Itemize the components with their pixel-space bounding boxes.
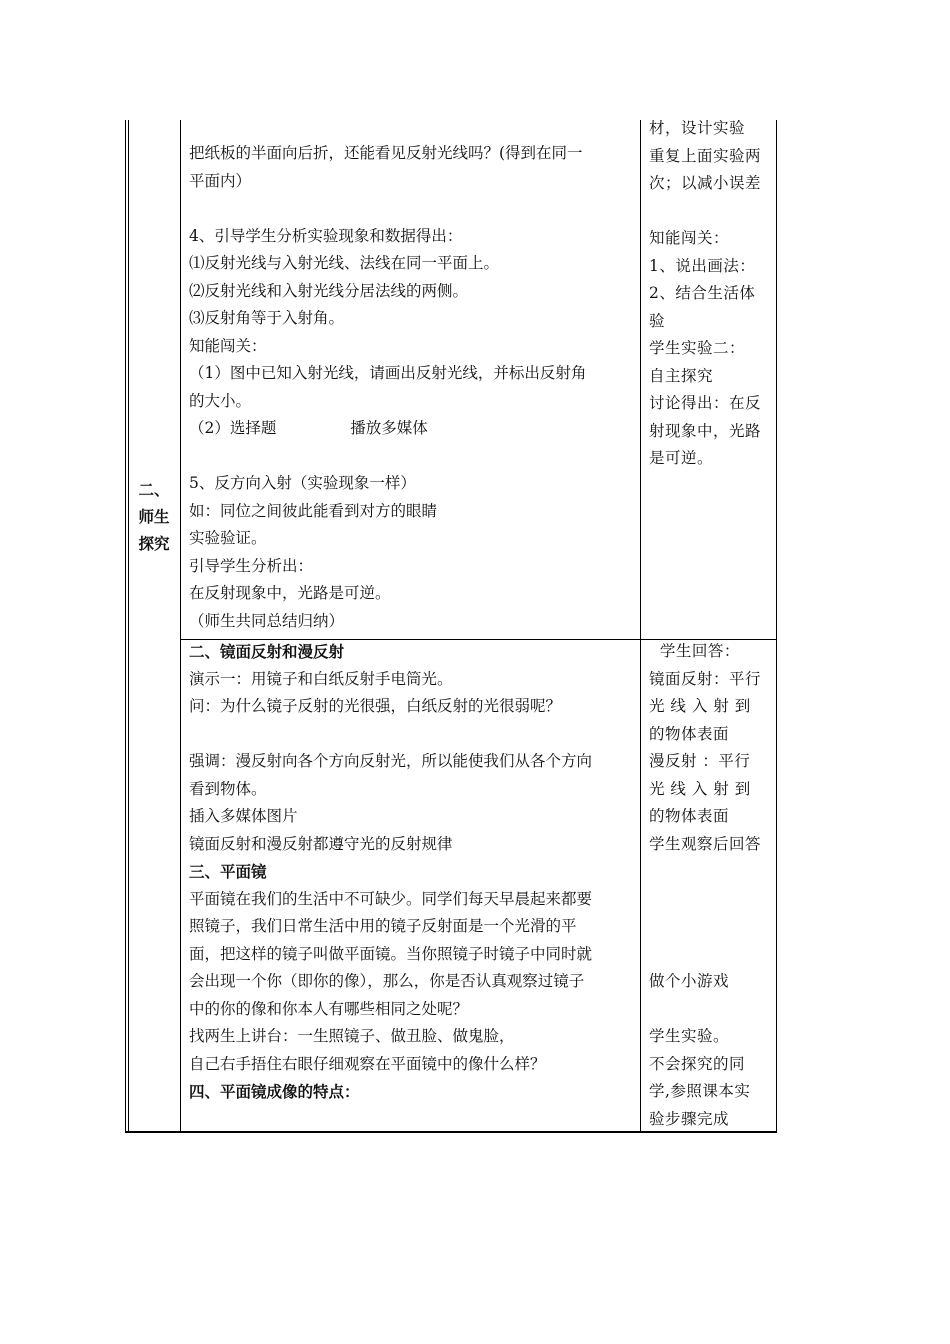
activity-line: 学,参照课本实 (649, 1082, 751, 1100)
activity-line: 光 线 入 射 到 (649, 779, 751, 798)
section-heading: 二、镜面反射和漫反射 (189, 642, 345, 661)
content-line: 的大小。 (189, 391, 252, 410)
activity-line (649, 886, 773, 914)
content-line: 把纸板的半面向后折，还能看见反射光线吗？(得到在同一 (189, 144, 583, 162)
section-heading: 三、平面镜 (189, 862, 267, 881)
content-line: 中的你的像和你本人有哪些相同之处呢？ (189, 999, 469, 1018)
section-label-line: 二、 (138, 480, 170, 499)
section-label-line: 探究 (138, 534, 170, 553)
activity-line: 镜面反射：平行 (649, 669, 762, 688)
activity-line (649, 996, 773, 1024)
activity-line: 材，设计实验 (649, 119, 746, 137)
content-line (189, 721, 637, 749)
content-line: （1）图中已知入射光线，请画出反射光线，并标出反射角 (189, 364, 587, 382)
activity-line: 学生观察后回答 (649, 834, 762, 853)
activity-line (649, 198, 773, 226)
content-line: 如：同位之间彼此能看到对方的眼睛 (189, 501, 438, 520)
content-line: 在反射现象中，光路是可逆。 (189, 584, 391, 602)
activity-line: 射现象中，光路 (649, 421, 762, 440)
activity-line: 学生实验二： (649, 339, 746, 357)
content-line: 问：为什么镜子反射的光很强，白纸反射的光很弱呢？ (189, 697, 562, 715)
activity-line: 讨论得出：在反 (649, 394, 762, 412)
activity-line: 验步骤完成 (649, 1109, 730, 1128)
activity-line: 次；以减小误差 (649, 174, 762, 192)
content-line (189, 195, 637, 223)
activity-line (649, 941, 773, 969)
content-line: 平面镜在我们的生活中不可缺少。同学们每天早晨起来都要 (189, 889, 593, 908)
content-line: ⑴反射光线与入射光线、法线在同一平面上。 (189, 254, 500, 272)
activity-line: 漫反射 ：平行 (649, 752, 751, 770)
content-line: 演示一：用镜子和白纸反射手电筒光。 (189, 669, 453, 688)
content-line: ⑶反射角等于入射角。 (189, 309, 345, 327)
activity-line: 学生回答： (649, 642, 740, 660)
activity-line: 知能闯关： (649, 229, 730, 247)
table-border-left-outer (125, 120, 126, 1133)
content-line: 面，把这样的镜子叫做平面镜。当你照镜子时镜子中同时就 (189, 944, 593, 963)
content-line: 会出现一个你（即你的像），那么，你是否认真观察过镜子 (189, 972, 585, 990)
content-line: 5、反方向入射（实验现象一样） (189, 474, 416, 492)
column-divider-2 (640, 120, 641, 1133)
row2-student-activity (649, 638, 773, 1133)
content-line: ⑵反射光线和入射光线分居法线的两侧。 (189, 281, 469, 300)
content-line: 照镜子，我们日常生活中用的镜子反射面是一个光滑的平 (189, 917, 577, 935)
content-line: 4、引导学生分析实验现象和数据得出： (189, 226, 463, 245)
content-line: 引导学生分析出： (189, 556, 314, 575)
content-line: （师生共同总结归纳） (189, 611, 345, 630)
activity-line: 1、说出画法： (649, 256, 756, 275)
activity-line (649, 913, 773, 941)
activity-line: 2、结合生活体 (649, 284, 756, 302)
content-line: 平面内） (189, 171, 252, 190)
activity-line: 的物体表面 (649, 724, 730, 743)
section-label (130, 476, 178, 557)
content-line: 知能闯关： (189, 336, 267, 355)
activity-line: 学生实验。 (649, 1027, 730, 1045)
content-line (189, 443, 637, 471)
activity-line: 做个小游戏 (649, 972, 730, 990)
content-line: 强调：漫反射向各个方向反射光，所以能使我们从各个方向 (189, 752, 593, 770)
activity-line: 是可逆。 (649, 449, 714, 467)
row1-teaching-content (189, 140, 637, 635)
activity-line: 验 (649, 311, 666, 330)
activity-line: 重复上面实验两 (649, 146, 762, 165)
content-line: 实验验证。 (189, 529, 267, 547)
row1-student-activity (649, 115, 773, 473)
activity-line: 的物体表面 (649, 807, 730, 825)
table-border-right (776, 120, 777, 1133)
table-border-left-inner (128, 120, 129, 1133)
content-line: 自己右手捂住右眼仔细观察在平面镜中的像什么样？ (189, 1054, 546, 1073)
content-line: 看到物体。 (189, 779, 267, 798)
row2-teaching-content (189, 638, 637, 1106)
activity-line (649, 858, 773, 886)
activity-line: 自主探究 (649, 366, 714, 385)
activity-line: 不会探究的同 (649, 1054, 746, 1073)
content-line: 镜面反射和漫反射都遵守光的反射规律 (189, 834, 453, 853)
activity-line: 光 线 入 射 到 (649, 697, 751, 715)
section-heading: 四、平面镜成像的特点： (189, 1082, 360, 1101)
content-line: （2）选择题 播放多媒体 (189, 419, 428, 437)
content-line: 插入多媒体图片 (189, 807, 298, 825)
column-divider-1 (180, 120, 181, 1133)
content-line: 找两生上讲台：一生照镜子、做丑脸、做鬼脸， (189, 1027, 515, 1045)
section-label-line: 师生 (138, 507, 170, 526)
